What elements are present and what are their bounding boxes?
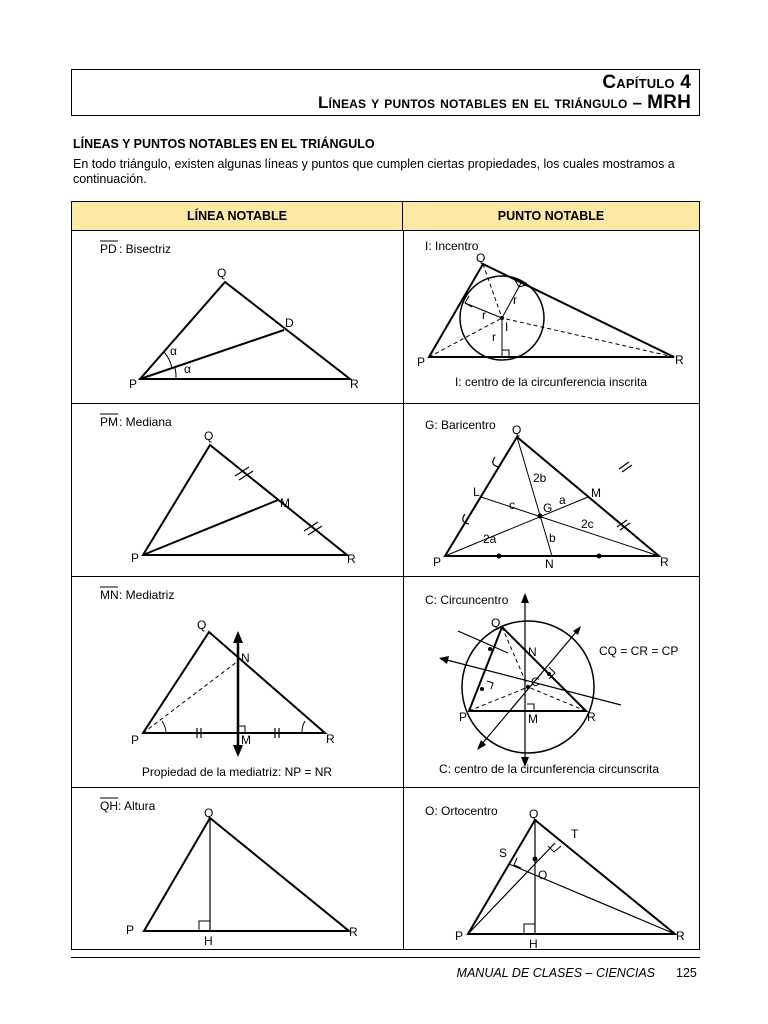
- vertex-label-r: R: [350, 377, 359, 391]
- vertex-label-p: P: [433, 555, 442, 569]
- point-label-n: N: [241, 651, 250, 665]
- angle-arc: [175, 368, 176, 379]
- right-angle-mark: [502, 350, 509, 357]
- column-header-line: LÍNEA NOTABLE: [72, 202, 403, 231]
- point-label-m: M: [528, 712, 538, 726]
- chapter-code: MRH: [647, 92, 691, 113]
- segment-label: MN: [100, 588, 119, 602]
- line-name: : Bisectriz: [119, 242, 172, 256]
- dashed-segment-np: [143, 661, 238, 733]
- point-label-c: C: [531, 675, 540, 689]
- midpoint-dot: [547, 672, 551, 676]
- radius: [502, 283, 521, 318]
- radius-label: r: [513, 293, 517, 307]
- incenter-figure: [403, 231, 699, 403]
- median-line: [445, 497, 588, 556]
- column-header-point: PUNTO NOTABLE: [403, 202, 699, 231]
- triangle: [429, 264, 674, 357]
- right-angle-mark: [487, 681, 493, 689]
- foot-label-t: T: [571, 827, 579, 841]
- arrow-head: [233, 631, 243, 643]
- median-figure: [72, 404, 403, 576]
- segment-label: 2a: [483, 532, 497, 546]
- chapter-title-text: Líneas y puntos notables en el triángulo –: [317, 93, 643, 112]
- median-line: [481, 497, 659, 556]
- point-label-l: L: [473, 485, 480, 499]
- segment-label: a: [559, 493, 566, 507]
- triangle: [469, 627, 586, 711]
- point-name: I: Incentro: [425, 239, 479, 253]
- vertex-label-q: Q: [197, 618, 207, 632]
- angle-arc: [302, 721, 305, 733]
- centroid-point: [538, 514, 543, 519]
- right-angle-mark: [199, 921, 210, 931]
- footer-text: MANUAL DE CLASES – CIENCIAS: [456, 966, 655, 980]
- segment-label: 2b: [533, 471, 547, 485]
- perpendicular-bisector-figure: [72, 577, 403, 787]
- segment-label: PM: [100, 415, 118, 429]
- point-label-m: M: [280, 496, 290, 510]
- point-label-n: N: [545, 557, 554, 571]
- vertex-label-p: P: [417, 355, 426, 369]
- point-name: G: Baricentro: [425, 418, 496, 432]
- angle-label: α: [184, 362, 191, 376]
- equal-mark: [493, 457, 499, 467]
- footer-rule: [71, 957, 700, 958]
- foot-label-h: H: [529, 937, 538, 951]
- midpoint-dot: [488, 647, 492, 651]
- radius-label: r: [492, 330, 496, 344]
- orthocenter-figure: [403, 788, 699, 949]
- point-label-m: M: [591, 486, 601, 500]
- page-number: 125: [676, 966, 697, 980]
- midpoint-dot: [480, 687, 484, 691]
- triangle: [144, 818, 349, 931]
- arrow-head: [439, 656, 449, 664]
- line-caption: Propiedad de la mediatriz: NP = NR: [141, 765, 333, 779]
- vertex-label-r: R: [587, 710, 596, 724]
- line-name: : Mediatriz: [119, 588, 175, 602]
- arrow-head: [521, 593, 529, 603]
- triangle: [143, 632, 325, 733]
- vertex-label-r: R: [326, 732, 335, 746]
- centroid-figure: [403, 404, 699, 576]
- vertex-label-p: P: [131, 733, 140, 747]
- vertex-label-q: Q: [476, 251, 486, 265]
- right-angle-mark: [527, 704, 534, 711]
- circumcenter-equation: CQ = CR = CP: [599, 644, 679, 658]
- vertex-label-r: R: [349, 925, 358, 939]
- intro-paragraph: En todo triángulo, existen algunas líneas y puntos que cumplen ciertas propiedades, los cuales mostramos a continuación.: [73, 157, 675, 186]
- circumcenter-figure: [403, 577, 699, 787]
- point-caption: I: centro de la circunferencia inscrita: [454, 375, 648, 389]
- vertex-label-q: Q: [512, 423, 522, 437]
- orthocenter-point: [533, 857, 538, 862]
- vertex-label-p: P: [459, 710, 468, 724]
- vertex-label-r: R: [347, 552, 356, 566]
- bisector-line: [458, 631, 508, 653]
- angle-label: α: [170, 344, 177, 358]
- vertex-label-q: Q: [204, 429, 214, 443]
- vertex-label-p: P: [455, 929, 464, 943]
- segment-label: QH: [100, 799, 118, 813]
- segment-label: 2c: [581, 517, 594, 531]
- vertex-label-p: P: [126, 923, 135, 937]
- foot-label-s: S: [499, 846, 508, 860]
- segment-label: c: [509, 498, 515, 512]
- foot-label-h: H: [204, 934, 213, 948]
- point-label-o: O: [538, 868, 548, 882]
- line-name: : Altura: [118, 799, 156, 813]
- right-angle-mark: [524, 924, 535, 934]
- radius-label: r: [482, 308, 486, 322]
- median-line: [517, 437, 552, 556]
- vertex-label-r: R: [660, 555, 669, 569]
- vertex-label-p: P: [131, 551, 140, 565]
- vertex-label-q: Q: [217, 266, 227, 280]
- vertex-label-q: Q: [204, 806, 214, 820]
- chapter-number: Capítulo 4: [602, 72, 691, 93]
- bisector-figure: [72, 231, 403, 403]
- segment-label: b: [549, 531, 556, 545]
- median-line: [143, 500, 278, 555]
- point-name: C: Circuncentro: [425, 593, 509, 607]
- midpoint-dot: [597, 554, 602, 559]
- point-label-g: G: [543, 501, 553, 515]
- incenter-point: [500, 316, 504, 320]
- point-label-n: N: [528, 645, 537, 659]
- circumcenter-point: [526, 685, 530, 689]
- section-title: LÍNEAS Y PUNTOS NOTABLES EN EL TRIÁNGULO: [73, 137, 375, 151]
- chapter-header: [71, 69, 700, 116]
- segment-label: PD: [100, 242, 117, 256]
- line-name: : Mediana: [119, 415, 172, 429]
- point-label-d: D: [285, 316, 294, 330]
- vertex-label-r: R: [675, 353, 684, 367]
- point-label-i: I: [505, 320, 509, 334]
- altitude-figure: [72, 788, 403, 949]
- vertex-label-r: R: [676, 929, 685, 943]
- point-label-m: M: [241, 733, 251, 747]
- radius-cr: [528, 687, 586, 711]
- point-name: O: Ortocentro: [425, 804, 498, 818]
- notable-lines-table: [71, 201, 700, 950]
- vertex-label-q: Q: [529, 807, 539, 821]
- point-caption: C: centro de la circunferencia circunscrita: [438, 762, 660, 776]
- triangle: [143, 445, 347, 555]
- angle-arc: [162, 721, 166, 733]
- vertex-label-q: Q: [491, 616, 501, 630]
- chapter-title: [318, 92, 691, 114]
- altitude-line: [468, 843, 555, 934]
- midpoint-dot: [497, 554, 502, 559]
- vertex-label-p: P: [129, 377, 138, 391]
